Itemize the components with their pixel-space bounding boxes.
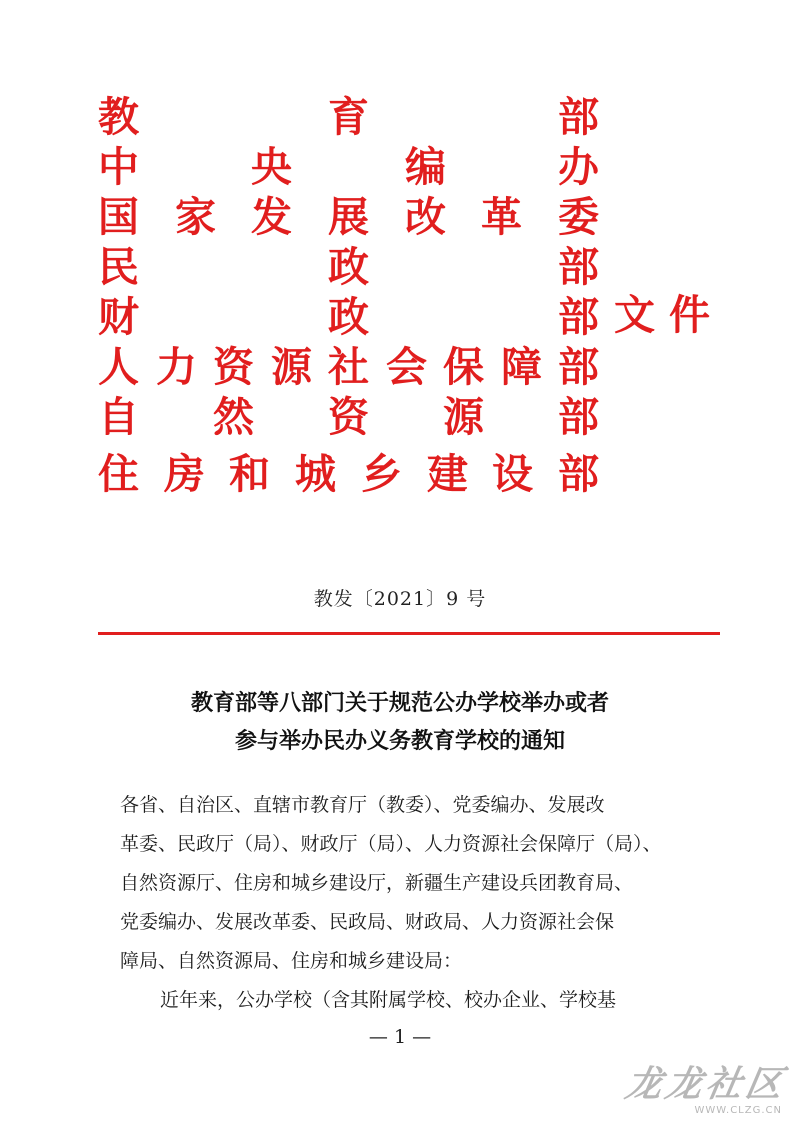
issuer-row [98,92,618,142]
issuing-authorities [98,92,618,499]
issuer-row [98,192,618,242]
salutation-line: 自然资源厅、住房和城乡建设厅，新疆生产建设兵团教育局、 [120,872,634,894]
document-number: 教发〔2021〕9 号 [313,588,487,610]
issuer-character: 资 [328,393,369,441]
title-line-1: 教育部等八部门关于规范公办学校举办或者 [190,690,609,716]
issuer-character: 会 [386,343,427,391]
issuer-character: 乡 [361,450,402,498]
issuer-character: 中 [98,143,139,191]
document-body [120,786,700,1020]
issuer-row [98,242,618,292]
document-title [0,684,800,760]
salutation-line: 各省、自治区、直辖市教育厅（教委）、党委编办、发展改 [120,794,605,816]
red-divider-line [98,632,720,635]
issuer-character: 然 [213,393,254,441]
issuer-row [98,392,618,442]
paragraph-line: 近年来，公办学校（含其附属学校、校办企业、学校基 [160,989,617,1011]
issuer-character: 政 [328,243,369,291]
issuer-character: 部 [558,393,599,441]
issuer-character: 展 [328,193,369,241]
issuer-row [98,342,618,392]
issuer-character: 住 [98,450,139,498]
watermark-url: WWW.CLZG.CN [694,1105,782,1116]
issuer-character: 源 [443,393,484,441]
issuer-character: 力 [156,343,197,391]
issuer-character: 房 [164,450,205,498]
issuer-character: 人 [98,343,139,391]
salutation-line: 革委、民政厅（局）、财政厅（局）、人力资源社会保障厅（局）、 [120,833,662,855]
issuer-character: 城 [295,450,336,498]
issuer-character: 育 [328,93,369,141]
site-watermark [622,1062,790,1122]
document-type-label: 文件 [614,291,724,339]
issuer-row [98,292,618,342]
issuer-character: 民 [98,243,139,291]
issuer-character: 国 [98,193,139,241]
salutation-line: 党委编办、发展改革委、民政局、财政局、人力资源社会保 [120,911,615,933]
watermark-logo: 龙龙社区 [622,1063,790,1105]
issuer-character: 家 [175,193,216,241]
issuer-row [98,449,618,499]
issuer-character: 部 [558,293,599,341]
issuer-character: 革 [481,193,522,241]
issuer-character: 编 [405,143,446,191]
issuer-character: 部 [558,343,599,391]
issuer-character: 建 [427,450,468,498]
issuer-character: 部 [558,450,599,498]
issuer-character: 保 [443,343,484,391]
issuer-row [98,142,618,192]
issuer-character: 障 [501,343,542,391]
issuer-character: 教 [98,93,139,141]
issuer-character: 资 [213,343,254,391]
issuer-character: 部 [558,243,599,291]
issuer-character: 设 [492,450,533,498]
issuer-character: 央 [251,143,292,191]
issuer-character: 部 [558,93,599,141]
issuer-character: 和 [229,450,270,498]
page-number: — 1 — [368,1026,432,1048]
issuer-character: 改 [405,193,446,241]
issuer-character: 社 [328,343,369,391]
issuer-character: 财 [98,293,139,341]
issuer-character: 发 [251,193,292,241]
issuer-character: 办 [558,143,599,191]
issuer-character: 委 [558,193,599,241]
title-line-2: 参与举办民办义务教育学校的通知 [234,728,565,754]
issuer-character: 政 [328,293,369,341]
salutation-line: 障局、自然资源局、住房和城乡建设局： [120,950,463,972]
issuer-character: 自 [98,393,139,441]
issuer-character: 源 [271,343,312,391]
